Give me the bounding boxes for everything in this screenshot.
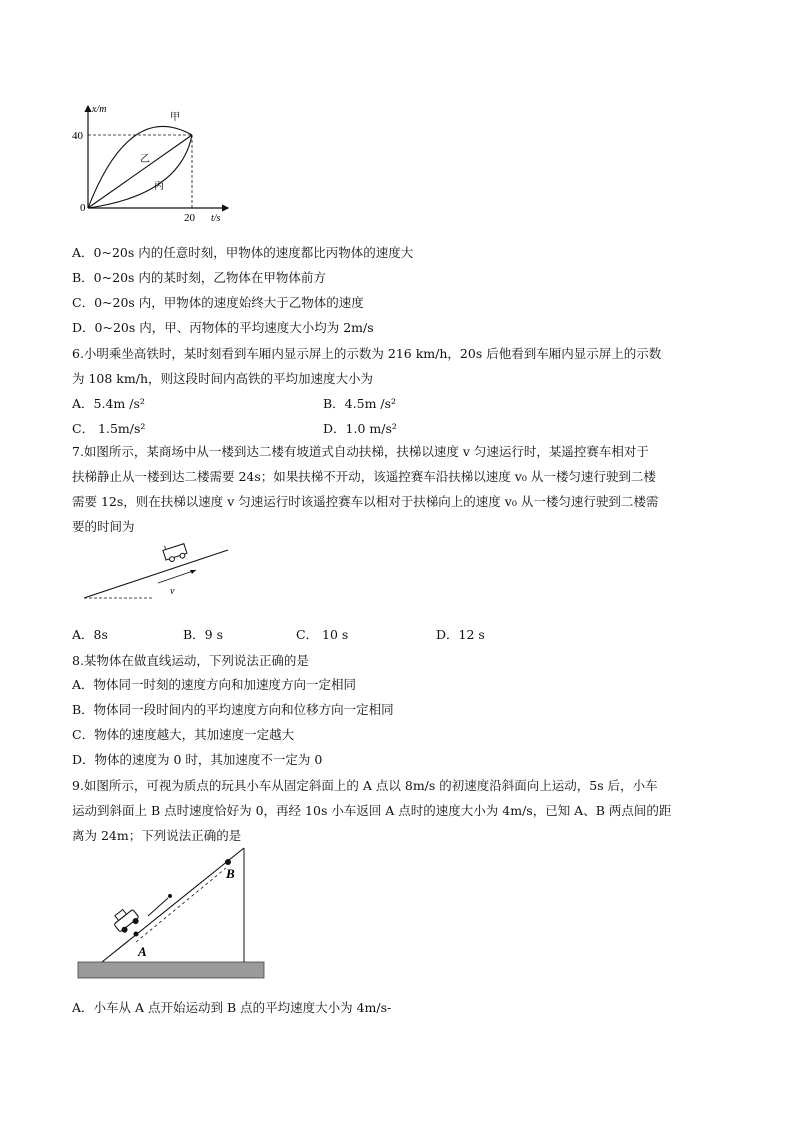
q9-option-a: A．小车从 A 点开始运动到 B 点的平均速度大小为 4m/s-	[72, 1000, 392, 1015]
escalator-incline	[84, 550, 228, 598]
q9-stem-line3: 离为 24m；下列说法正确的是	[72, 828, 242, 843]
q6-stem-line2: 为 108 km/h，则这段时间内高铁的平均加速度大小为	[72, 371, 373, 386]
point-b	[225, 859, 231, 865]
label-yi: 乙	[140, 154, 150, 165]
q6-option-c: C． 1.5m/s²	[72, 421, 146, 436]
q5-option-d: D．0~20s 内，甲、丙物体的平均速度大小均为 2m/s	[72, 320, 374, 335]
curve-yi	[88, 135, 192, 208]
q7-option-d: D．12 s	[436, 627, 485, 642]
q8-option-a: A．物体同一时刻的速度方向和加速度方向一定相同	[72, 677, 357, 692]
origin-label: 0	[80, 202, 86, 214]
arrow-dot	[168, 894, 172, 898]
label-jia: 甲	[170, 112, 180, 123]
label-a: A	[138, 944, 147, 959]
q7-stem-line3: 需要 12s，则在扶梯以速度 v 匀速运行时该遥控赛车以相对于扶梯向上的速度 v₀ 从一楼匀速行驶到二楼需	[72, 494, 659, 509]
q6-stem-line1: 6.小明乘坐高铁时，某时刻看到车厢内显示屏上的示数为 216 km/h，20s 后他看到车厢内显示屏上的示数	[72, 346, 662, 361]
q7-stem-line2: 扶梯静止从一楼到达二楼需要 24s；如果扶梯不开动，该遥控赛车沿扶梯以速度 v₀ 从一楼匀速行驶到二楼	[72, 469, 656, 484]
ground-block	[78, 962, 264, 978]
incline-surface	[102, 848, 244, 962]
label-b: B	[226, 866, 235, 881]
curve-jia	[88, 126, 192, 208]
q5-option-c: C．0~20s 内，甲物体的速度始终大于乙物体的速度	[72, 295, 364, 310]
x-tick-20: 20	[184, 212, 195, 224]
q7-option-b: B．9 s	[183, 627, 224, 642]
q8-option-c: C．物体的速度越大，其加速度一定越大	[72, 727, 295, 742]
incline-figure	[76, 846, 268, 982]
motion-dashes	[136, 868, 226, 942]
y-tick-40: 40	[72, 130, 83, 142]
q9-stem-line1: 9.如图所示，可视为质点的玩具小车从固定斜面上的 A 点以 8m/s 的初速度沿斜面向上运动，5s 后，小车	[72, 778, 658, 793]
q7-stem-line4: 要的时间为	[72, 519, 135, 534]
toy-car	[162, 540, 188, 563]
escalator-figure	[78, 538, 238, 604]
toy-car-2	[110, 905, 141, 936]
q8-stem: 8.某物体在做直线运动，下列说法正确的是	[72, 653, 309, 668]
velocity-label: v	[170, 586, 175, 597]
arrow-up	[148, 898, 168, 916]
y-axis-label: x/m	[92, 104, 107, 115]
q8-option-b: B．物体同一段时间内的平均速度方向和位移方向一定相同	[72, 702, 394, 717]
q7-option-a: A．8s	[72, 627, 108, 642]
q6-option-a: A．5.4m /s²	[72, 396, 145, 411]
q6-option-b: B．4.5m /s²	[323, 396, 397, 411]
q7-option-c: C． 10 s	[296, 627, 349, 642]
q7-stem-line1: 7.如图所示，某商场中从一楼到达二楼有坡道式自动扶梯，扶梯以速度 v 匀速运行时，某遥控赛车相对于	[72, 444, 649, 459]
x-axis-label: t/s	[211, 213, 221, 224]
q9-stem-line2: 运动到斜面上 B 点时速度恰好为 0，再经 10s 小车返回 A 点时的速度大小为 4m/s，已知 A、B 两点间的距	[72, 803, 672, 818]
point-a	[134, 932, 139, 937]
q8-option-d: D．物体的速度为 0 时，其加速度不一定为 0	[72, 752, 323, 767]
xt-graph-figure	[70, 100, 240, 230]
q6-option-d: D．1.0 m/s²	[323, 421, 397, 436]
label-bing: 丙	[154, 181, 164, 192]
q5-option-a: A．0~20s 内的任意时刻，甲物体的速度都比丙物体的速度大	[72, 245, 414, 260]
q5-option-b: B．0~20s 内的某时刻，乙物体在甲物体前方	[72, 270, 326, 285]
